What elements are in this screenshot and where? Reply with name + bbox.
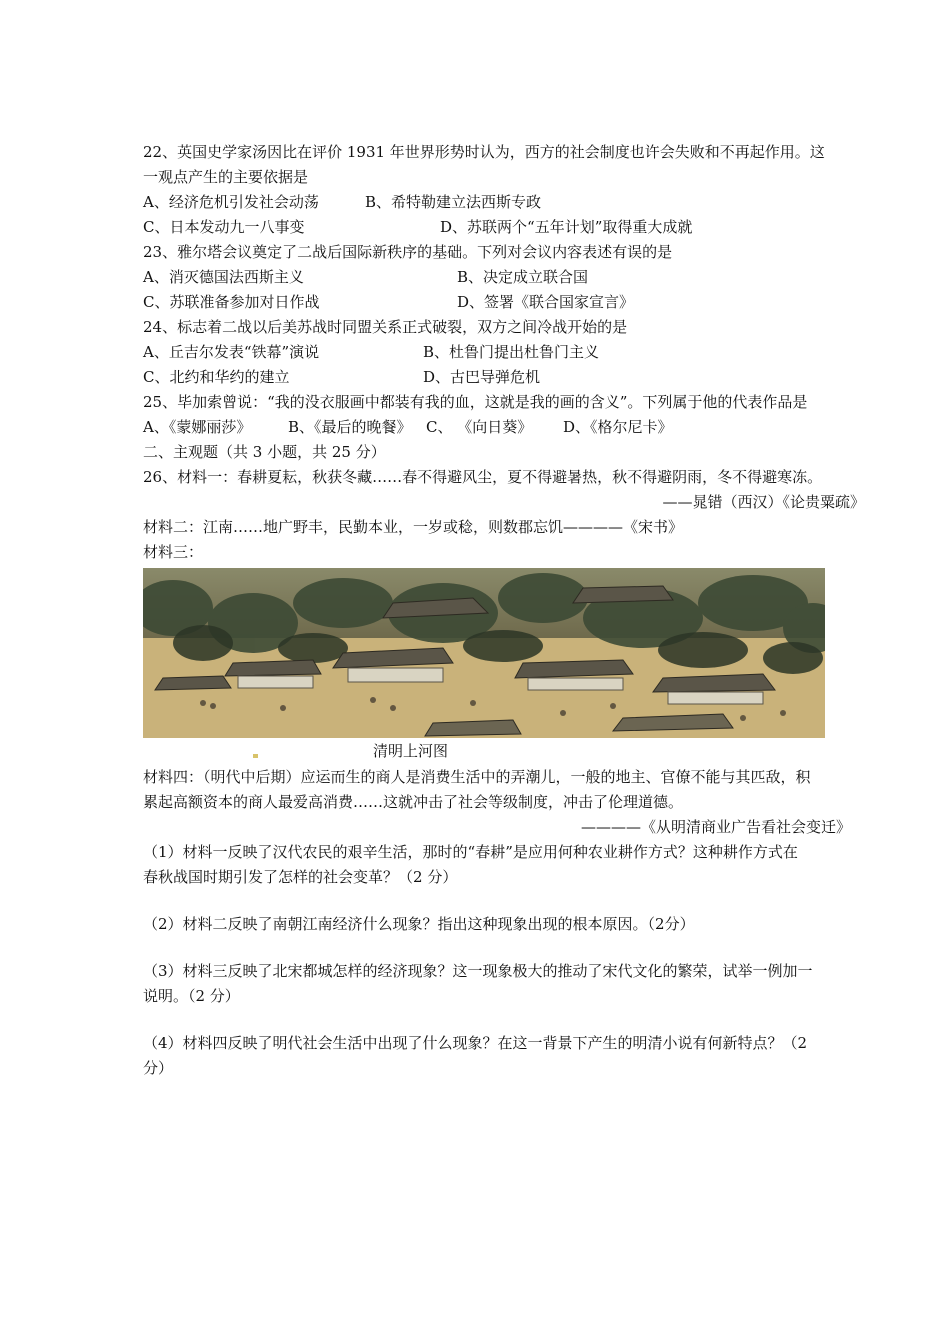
q26-sub3-line1: （3）材料三反映了北宋都城怎样的经济现象？这一现象极大的推动了宋代文化的繁荣，试举一例加一 <box>143 962 813 980</box>
q23-option-b: B、决定成立联合国 <box>457 268 589 286</box>
q22-options-cd <box>143 215 893 240</box>
q23-options-cd <box>143 290 893 315</box>
q22-option-a: A、经济危机引发社会动荡 <box>143 193 319 211</box>
q26-sub1-line1: （1）材料一反映了汉代农民的艰辛生活，那时的“春耕”是应用何种农业耕作方式？这种耕作方式在 <box>143 843 798 861</box>
q22-option-b: B、希特勒建立法西斯专政 <box>365 193 542 211</box>
q24-option-b: B、杜鲁门提出杜鲁门主义 <box>423 343 600 361</box>
q22-stem-line2: 一观点产生的主要依据是 <box>143 168 309 186</box>
q26-sub4-line1: （4）材料四反映了明代社会生活中出现了什么现象？在这一背景下产生的明清小说有何新特点？（2 <box>143 1034 808 1052</box>
section-heading: 二、主观题（共 3 小题，共 25 分） <box>143 443 386 461</box>
q26-material-4-line2: 累起高额资本的商人最爱高消费……这就冲击了社会等级制度，冲击了伦理道德。 <box>143 793 684 811</box>
painting-illustration <box>143 568 825 738</box>
exam-page <box>143 140 893 1081</box>
q26-material-2: 材料二：江南……地广野丰，民勤本业，一岁或稔，则数郡忘饥————《宋书》 <box>143 518 684 536</box>
q23-options-ab <box>143 265 893 290</box>
q23-option-d: D、签署《联合国家宣言》 <box>457 293 635 311</box>
q26-material-3-label: 材料三： <box>143 543 204 561</box>
q24-stem: 24、标志着二战以后美苏战时同盟关系正式破裂，双方之间冷战开始的是 <box>143 318 628 336</box>
q25-options <box>143 415 893 440</box>
q25-option-d: D、《格尔尼卡》 <box>563 418 673 436</box>
q22-option-d: D、苏联两个“五年计划”取得重大成就 <box>440 218 693 236</box>
q26-material-1-source: ——晁错（西汉）《论贵粟疏》 <box>662 493 865 511</box>
q26-sub3-line2: 说明。（2 分） <box>143 987 240 1005</box>
q24-options-ab <box>143 340 893 365</box>
q24-option-c: C、北约和华约的建立 <box>143 368 290 386</box>
q22-options-ab <box>143 190 893 215</box>
q23-stem: 23、雅尔塔会议奠定了二战后国际新秩序的基础。下列对会议内容表述有误的是 <box>143 243 673 261</box>
painting-caption: 清明上河图 <box>373 742 449 760</box>
painting-caption-line <box>143 738 893 765</box>
q26-sub2: （2）材料二反映了南朝江南经济什么现象？指出这种现象出现的根本原因。（2分） <box>143 915 695 933</box>
q25-stem: 25、毕加索曾说：“我的没衣服画中都装有我的血，这就是我的画的含义”。下列属于他的代表作品是 <box>143 393 808 411</box>
q24-option-a: A、丘吉尔发表“铁幕”演说 <box>143 343 320 361</box>
q23-option-a: A、消灭德国法西斯主义 <box>143 268 304 286</box>
small-mark <box>253 754 258 758</box>
q26-material-1: 26、材料一：春耕夏耘，秋获冬藏……春不得避风尘，夏不得避暑热，秋不得避阴雨，冬不得避寒冻。 <box>143 468 823 486</box>
q25-option-b: B、《最后的晚餐》 <box>288 418 412 436</box>
q25-option-c: C、 《向日葵》 <box>426 418 533 436</box>
q26-sub4-line2: 分） <box>143 1059 174 1077</box>
q22-stem-line1: 22、英国史学家汤因比在评价 1931 年世界形势时认为，西方的社会制度也许会失败和不再起作用。这 <box>143 143 825 161</box>
qingming-scroll-image <box>143 568 825 738</box>
q26-material-4-line1: 材料四：（明代中后期）应运而生的商人是消费生活中的弄潮儿，一般的地主、官僚不能与其匹敌，积 <box>143 768 811 786</box>
q25-option-a: A、《蒙娜丽莎》 <box>143 418 252 436</box>
q23-option-c: C、苏联准备参加对日作战 <box>143 293 320 311</box>
q24-option-d: D、古巴导弹危机 <box>423 368 541 386</box>
q26-material-4-source: ————《从明清商业广告看社会变迁》 <box>580 818 851 836</box>
q24-options-cd <box>143 365 893 390</box>
q22-option-c: C、日本发动九一八事变 <box>143 218 305 236</box>
q26-sub1-line2: 春秋战国时期引发了怎样的社会变革？（2 分） <box>143 868 458 886</box>
